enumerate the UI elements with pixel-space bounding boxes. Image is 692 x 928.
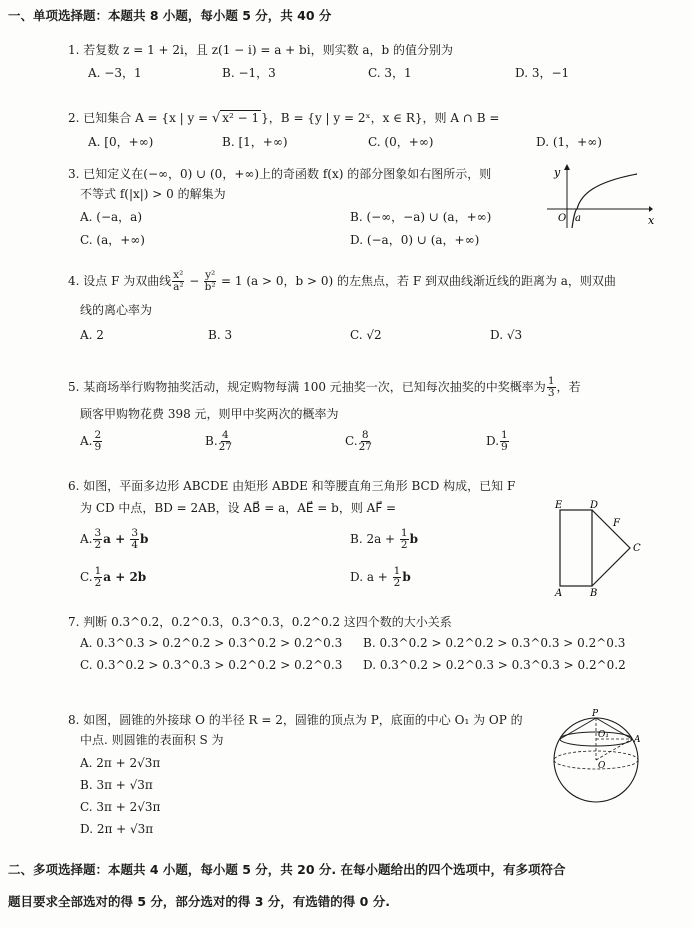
question-3-option-b: B. (−∞，−a) ∪ (a，+∞) xyxy=(350,210,492,224)
question-2-option-a: A. [0，+∞) xyxy=(88,135,154,149)
question-5-stem-line2: 顾客甲购物花费 398 元，则甲中奖两次的概率为 xyxy=(80,407,339,421)
question-5-stem-line1: 5. 某商场举行购物抽奖活动，规定购物每满 100 元抽奖一次，已知每次抽奖的中奖概率为 $\frac{1}{3}$ ，若 xyxy=(68,375,581,399)
question-6-polygon-figure xyxy=(550,496,650,600)
label-b: B xyxy=(590,588,598,599)
question-7-option-b: B. 0.3^0.2 > 0.2^0.2 > 0.3^0.3 > 0.2^0.3 xyxy=(363,636,626,650)
label-o: O xyxy=(598,761,606,771)
question-5-option-b: B. $\frac{4}{27}$ xyxy=(205,429,233,453)
question-2-option-c: C. (0，+∞) xyxy=(368,135,434,149)
section-2-title-line1: 二、多项选择题：本题共 4 小题，每小题 5 分，共 20 分. 在每小题给出的四个选项中，有多项符合 xyxy=(8,862,566,877)
question-6-option-b: B. 2a + $\frac{1}{2}$ b xyxy=(350,527,418,551)
label-o1: O₁ xyxy=(598,730,609,740)
question-4-stem-line1: 4. 设点 F 为双曲线 $\frac{\text{x²}}{\text{a²}}$ − $\frac{\text{y²}}{\text{b²}}$ = 1 (a > 0，b > 0) 的左焦点，若 F 到双曲线渐近线的距离为 a，则双曲 xyxy=(68,269,616,293)
y-axis-arrow xyxy=(564,164,570,170)
x-label: x xyxy=(648,214,655,227)
question-1-option-c: C. 3，1 xyxy=(368,66,412,80)
section-2-title-line2: 题目要求全部选对的得 5 分，部分选对的得 3 分，有选错的得 0 分. xyxy=(8,894,390,909)
question-6-option-d: D. a + $\frac{1}{2}$ b xyxy=(350,565,411,589)
question-8-sphere-cone-figure xyxy=(546,708,656,804)
question-4-option-d: D. √3 xyxy=(490,328,523,342)
x-axis-arrow xyxy=(649,206,653,212)
cone-slant-left xyxy=(560,718,596,739)
question-3-stem-line2: 不等式 f(|x|) > 0 的解集为 xyxy=(80,187,226,201)
question-4-option-b: B. 3 xyxy=(208,328,233,342)
question-3-option-c: C. (a，+∞) xyxy=(80,233,145,247)
question-6-option-c: C. $\frac{1}{2}$ a + 2b xyxy=(80,565,147,589)
question-2-stem: 2. 已知集合 A = {x | y = √ x² − 1 }，B = {y | y = 2ˣ，x ∈ R}，则 A ∩ B = xyxy=(68,111,500,126)
question-8-option-a: A. 2π + 2√3π xyxy=(80,756,161,770)
question-6-option-a: A. $\frac{3}{2}$ a + $\frac{3}{4}$ b xyxy=(80,527,149,551)
question-5-option-a: A. $\frac{2}{9}$ xyxy=(80,429,102,453)
question-5-option-d: D. $\frac{1}{9}$ xyxy=(486,429,508,453)
question-3-function-graph xyxy=(545,162,655,232)
question-4-option-c: C. √2 xyxy=(350,328,382,342)
question-2-option-b: B. [1，+∞) xyxy=(222,135,288,149)
label-p: P xyxy=(592,709,599,719)
question-8-option-c: C. 3π + 2√3π xyxy=(80,800,161,814)
question-8-option-b: B. 3π + √3π xyxy=(80,778,153,792)
question-8-option-d: D. 2π + √3π xyxy=(80,822,154,836)
question-8-stem-line2: 中点. 则圆锥的表面积 S 为 xyxy=(80,733,224,747)
question-7-option-d: D. 0.3^0.2 > 0.2^0.3 > 0.3^0.3 > 0.2^0.2 xyxy=(363,658,626,672)
label-a: A xyxy=(634,735,641,745)
question-4-stem-line2: 线的离心率为 xyxy=(80,303,153,317)
question-3-option-d: D. (−a，0) ∪ (a，+∞) xyxy=(350,233,480,247)
label-c: C xyxy=(633,543,641,554)
question-1-option-b: B. −1，3 xyxy=(222,66,276,80)
question-6-stem-line1: 6. 如图，平面多边形 ABCDE 由矩形 ABDE 和等腰直角三角形 BCD 构成，已知 F xyxy=(68,479,516,493)
label-e: E xyxy=(555,500,563,511)
question-7-option-a: A. 0.3^0.3 > 0.2^0.2 > 0.3^0.2 > 0.2^0.3 xyxy=(80,636,343,650)
y-label: y xyxy=(554,166,561,179)
question-4-option-a: A. 2 xyxy=(80,328,104,342)
label-a: A xyxy=(555,588,563,599)
function-curve xyxy=(572,174,637,228)
section-1-title: 一、单项选择题：本题共 8 小题，每小题 5 分，共 40 分 xyxy=(8,8,332,23)
question-5-option-c: C. $\frac{8}{27}$ xyxy=(345,429,372,453)
label-d: D xyxy=(590,500,599,511)
a-label: a xyxy=(575,213,581,224)
rectangle-abde xyxy=(560,510,592,586)
question-1-option-d: D. 3，−1 xyxy=(515,66,570,80)
question-1-option-a: A. −3，1 xyxy=(88,66,142,80)
question-3-stem-line1: 3. 已知定义在(−∞，0) ∪ (0，+∞)上的奇函数 f(x) 的部分图象如右图所示，则 xyxy=(68,167,492,181)
question-1-stem: 1. 若复数 z = 1 + 2i，且 z(1 − i) = a + bi，则实数 a，b 的值分别为 xyxy=(68,43,454,57)
triangle-bcd xyxy=(592,510,630,586)
question-2-option-d: D. (1，+∞) xyxy=(536,135,602,149)
radius-oa xyxy=(596,739,632,760)
question-7-stem: 7. 判断 0.3^0.2，0.2^0.3，0.3^0.3，0.2^0.2 这四个数的大小关系 xyxy=(68,615,452,629)
label-f: F xyxy=(613,518,620,529)
question-7-option-c: C. 0.3^0.2 > 0.3^0.3 > 0.2^0.2 > 0.2^0.3 xyxy=(80,658,343,672)
question-6-stem-line2: 为 CD 中点，BD = 2AB，设 AB⃗ = a，AE⃗ = b，则 AF⃗ = xyxy=(80,501,397,515)
question-3-option-a: A. (−a，a) xyxy=(80,210,143,224)
origin-label: O xyxy=(558,213,567,224)
question-8-stem-line1: 8. 如图，圆锥的外接球 O 的半径 R = 2，圆锥的顶点为 P，底面的中心 O₁ 为 OP 的 xyxy=(68,713,523,727)
